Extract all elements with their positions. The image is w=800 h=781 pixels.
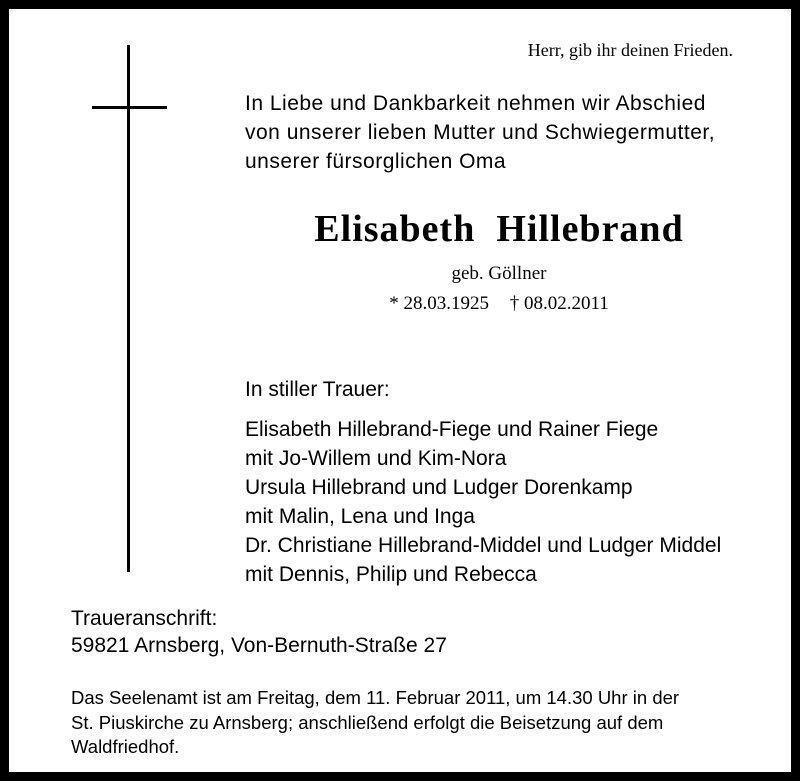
service-line: Das Seelenamt ist am Freitag, dem 11. Februar 2011, um 14.30 Uhr in der [71,687,680,708]
life-dates [245,293,753,315]
intro-line: unserer fürsorglichen Oma [245,150,507,173]
family-list [245,415,721,589]
service-info [71,686,751,760]
family-line: mit Jo-Willem und Kim-Nora [245,447,507,470]
mourning-address [71,605,447,659]
intro-line: von unserer lieben Mutter und Schwiegermutter, [245,121,716,144]
deceased-name: Elisabeth Hillebrand [314,208,684,250]
address-label: Traueranschrift: [71,607,218,630]
intro-line: In Liebe und Dankbarkeit nehmen wir Abschied [245,92,706,115]
family-line: Elisabeth Hillebrand-Fiege und Rainer Fiege [245,418,659,441]
cross-icon-vertical [127,45,130,572]
address-value: 59821 Arnsberg, Von-Bernuth-Straße 27 [71,634,447,657]
motto: Herr, gib ihr deinen Frieden. [527,40,733,60]
family-line: Ursula Hillebrand und Ludger Dorenkamp [245,476,633,499]
family-line: Dr. Christiane Hillebrand-Middel und Ludger Middel [245,534,722,557]
family-line: mit Malin, Lena und Inga [245,505,475,528]
family-line: mit Dennis, Philip und Rebecca [245,563,537,586]
birth-name: geb. Göllner [451,263,547,284]
service-line: Waldfriedhof. [71,736,180,757]
service-line: St. Piuskirche zu Arnsberg; anschließend erfolgt die Beisetzung auf dem [71,711,664,733]
birth-date: * 28.03.1925 [389,293,489,314]
intro-text [245,89,715,176]
grief-heading: In stiller Trauer: [245,378,390,401]
cross-icon-horizontal [92,106,167,109]
death-date: † 08.02.2011 [509,293,609,314]
